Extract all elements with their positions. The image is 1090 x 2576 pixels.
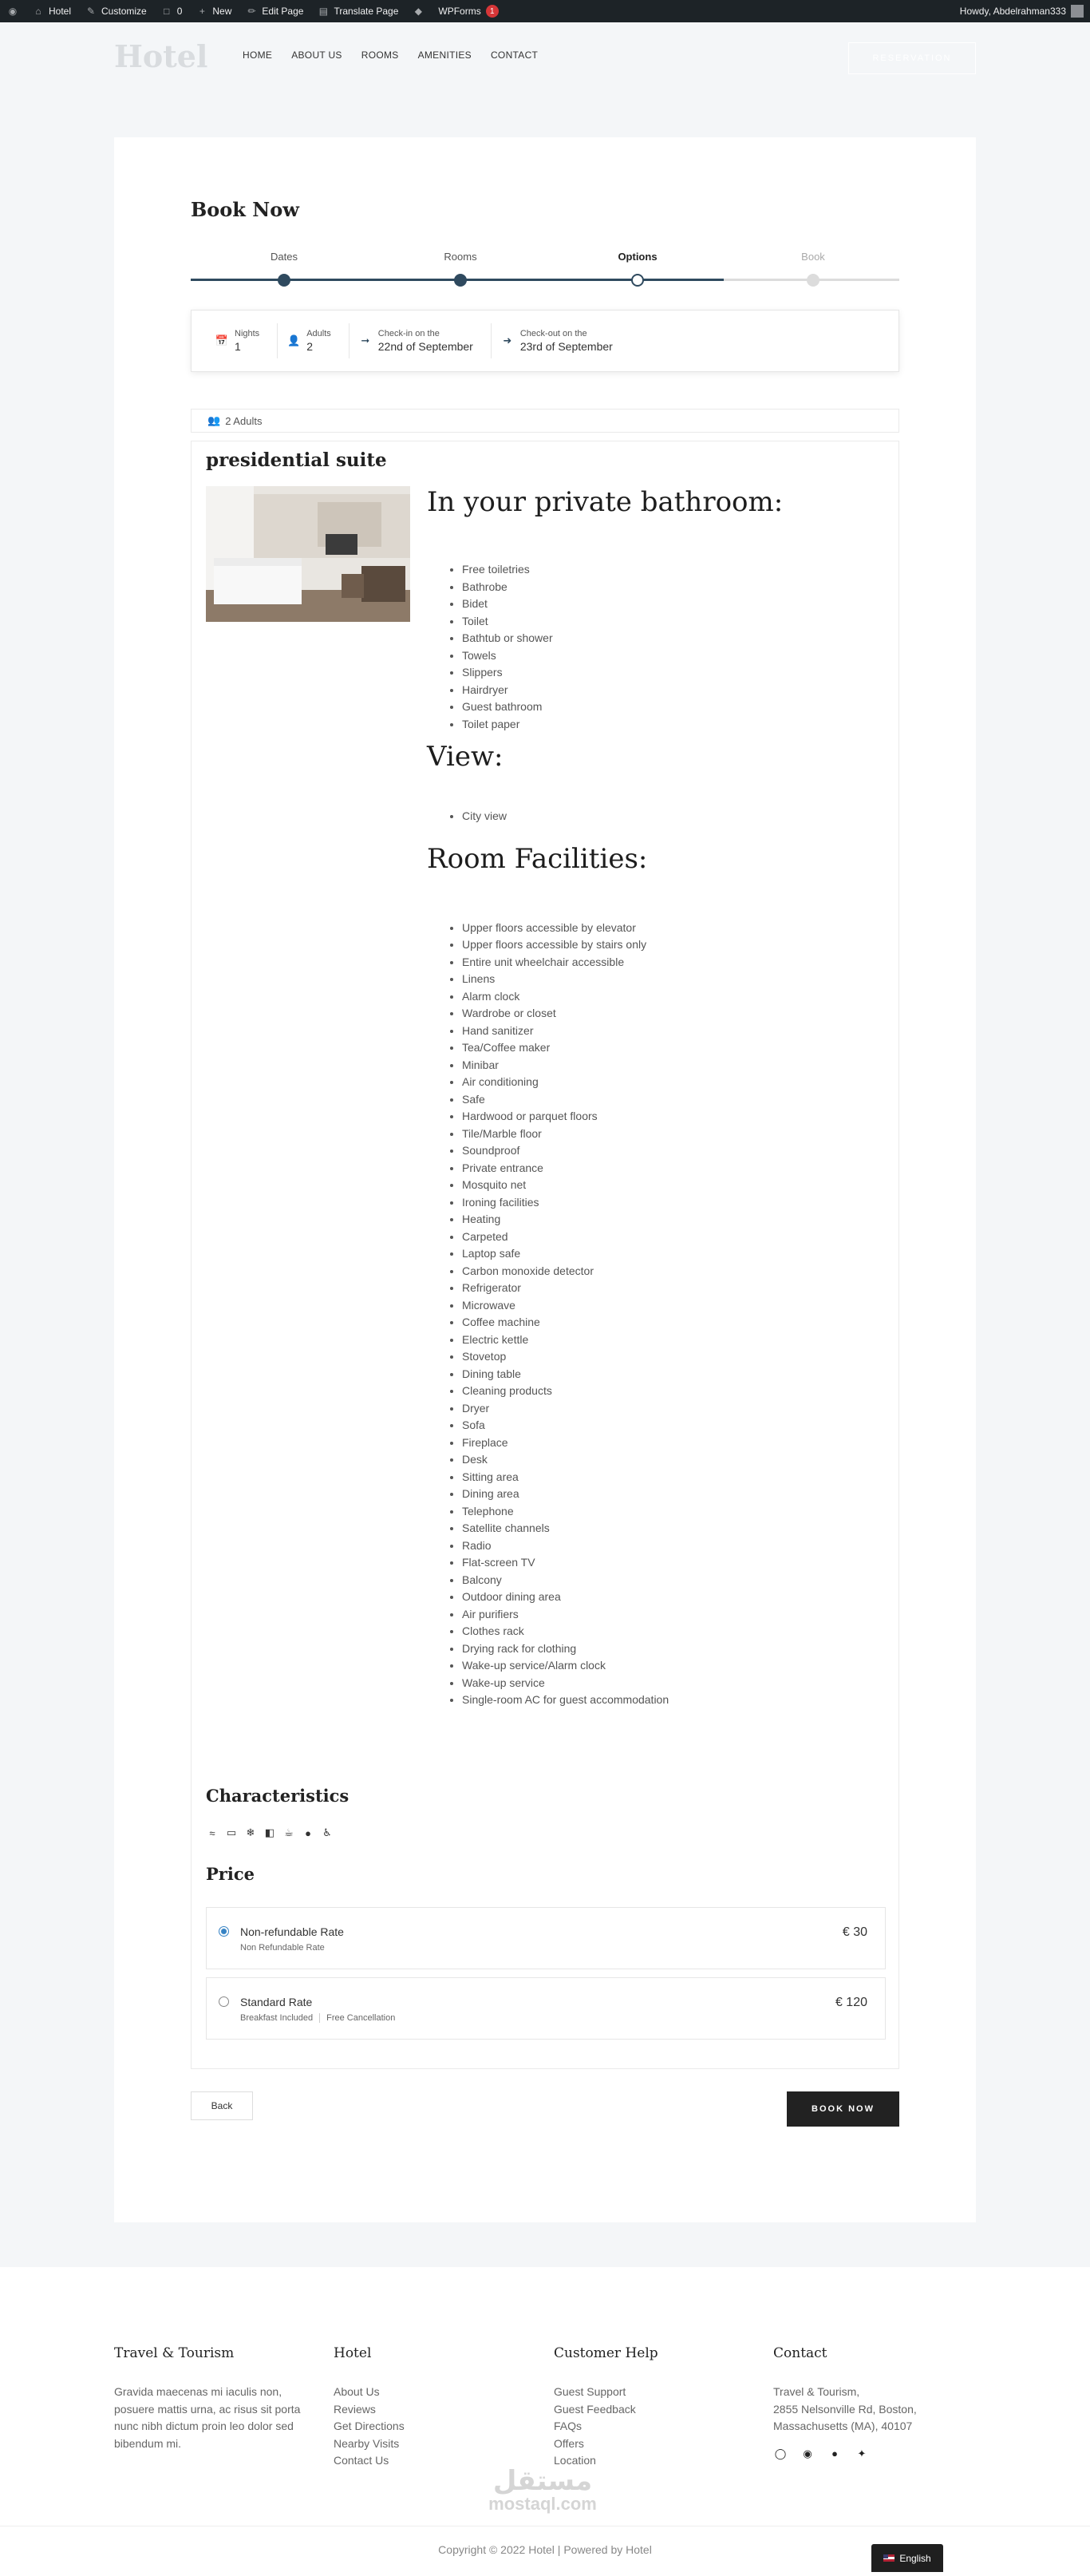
snowflake-icon: ❄ xyxy=(246,1826,255,1838)
facility-item: • Tea/Coffee maker xyxy=(462,1039,882,1057)
booking-card xyxy=(114,137,976,2222)
admin-bar xyxy=(0,0,1090,22)
footer-heading: Contact xyxy=(773,2345,827,2361)
translate-label: Translate Page xyxy=(334,6,399,17)
watermark-arabic: مستقل xyxy=(492,2466,593,2496)
nights-label: Nights xyxy=(235,329,260,338)
back-button[interactable]: Back xyxy=(191,2091,253,2120)
rate-option-standard[interactable] xyxy=(206,1977,886,2040)
twitter-icon[interactable]: ✦ xyxy=(857,2447,867,2459)
howdy-label: Howdy, Abdelrahman333 xyxy=(959,6,1066,17)
facility-item: • Safe xyxy=(462,1091,882,1109)
comments-link[interactable] xyxy=(154,0,190,22)
wifi-icon: ≈ xyxy=(209,1826,215,1839)
language-label: English xyxy=(899,2552,931,2564)
wordpress-icon: ◉ xyxy=(8,6,18,17)
wordpress-logo-button[interactable] xyxy=(0,0,26,22)
nights-value: 1 xyxy=(235,340,241,353)
diamond-icon: ◆ xyxy=(414,6,422,17)
step-rooms[interactable] xyxy=(413,251,508,265)
facility-item: • Carbon monoxide detector xyxy=(462,1263,882,1280)
adults-summary xyxy=(278,323,350,358)
wpforms-link[interactable] xyxy=(431,0,505,22)
checkin-label: Check-in on the xyxy=(377,329,440,338)
accessible-icon: ♿ xyxy=(322,1826,332,1838)
bathroom-item: • Hairdryer xyxy=(462,682,882,699)
facility-item: • Electric kettle xyxy=(462,1332,882,1349)
step-dates[interactable] xyxy=(236,251,332,265)
wpforms-badge: 1 xyxy=(486,5,499,18)
book-now-button[interactable]: BOOK NOW xyxy=(787,2091,899,2127)
contact-line: Massachusetts (MA), 40107 xyxy=(773,2420,913,2432)
step-dot xyxy=(454,274,467,287)
new-label: New xyxy=(212,6,232,17)
step-label: Rooms xyxy=(444,251,477,263)
site-header xyxy=(0,22,1090,91)
calendar-icon: 📅 xyxy=(215,334,229,346)
rate-radio[interactable] xyxy=(219,1926,229,1937)
facility-item: • Drying rack for clothing xyxy=(462,1640,882,1658)
booking-summary xyxy=(191,310,899,372)
footer-link-support[interactable]: Guest Support xyxy=(554,2385,626,2398)
facility-item: • Microwave xyxy=(462,1297,882,1315)
site-logo[interactable]: Hotel xyxy=(114,38,208,74)
facility-item: • Clothes rack xyxy=(462,1623,882,1640)
nights-summary xyxy=(206,323,278,358)
facility-item: • Laptop safe xyxy=(462,1245,882,1263)
rate-price: € 30 xyxy=(842,1925,867,1939)
sign-out-icon: ➜ xyxy=(503,334,512,346)
diamond-menu-button[interactable] xyxy=(405,0,431,22)
footer-link-directions[interactable]: Get Directions xyxy=(334,2420,405,2432)
view-item: • City view xyxy=(462,808,882,825)
main-nav xyxy=(243,49,538,61)
step-options[interactable] xyxy=(590,251,685,265)
account-menu[interactable] xyxy=(960,5,1090,18)
bathroom-item: • Guest bathroom xyxy=(462,698,882,716)
view-heading: View: xyxy=(427,741,504,773)
reservation-button[interactable]: RESERVATION xyxy=(848,42,976,74)
rate-name: Standard Rate xyxy=(240,1996,313,2008)
bathroom-section xyxy=(427,486,882,733)
facility-item: • Single-room AC for guest accommodation xyxy=(462,1692,882,1709)
room-description xyxy=(427,486,882,1709)
rate-name: Non-refundable Rate xyxy=(240,1925,344,1938)
facility-item: • Flat-screen TV xyxy=(462,1554,882,1572)
comments-count: 0 xyxy=(176,6,183,17)
footer-divider xyxy=(0,2526,1090,2527)
bath-icon: ◧ xyxy=(264,1826,275,1838)
plus-icon: + xyxy=(199,6,205,17)
facility-item: • Radio xyxy=(462,1537,882,1555)
copyright: Copyright © 2022 Hotel | Powered by Hotel xyxy=(438,2543,652,2556)
footer-link-reviews[interactable]: Reviews xyxy=(334,2402,376,2416)
bathroom-item: • Towels xyxy=(462,647,882,665)
person-icon: 👤 xyxy=(287,334,301,346)
footer-hotel xyxy=(334,2345,493,2470)
facility-item: • Air conditioning xyxy=(462,1074,882,1091)
watermark xyxy=(447,2465,638,2515)
facebook-icon[interactable]: ● xyxy=(831,2447,838,2459)
footer-customer-help xyxy=(554,2345,713,2470)
footer-link-about-us[interactable]: About Us xyxy=(334,2385,380,2398)
facilities-heading: Room Facilities: xyxy=(427,842,648,875)
bathroom-item: • Bathtub or shower xyxy=(462,630,882,647)
facility-item: • Mosquito net xyxy=(462,1177,882,1194)
home-icon: ⌂ xyxy=(35,6,41,17)
facility-item: • Refrigerator xyxy=(462,1280,882,1297)
facility-item: • Entire unit wheelchair accessible xyxy=(462,954,882,971)
facility-item: • Air purifiers xyxy=(462,1606,882,1624)
bathroom-item: • Toilet xyxy=(462,613,882,631)
bathroom-heading: In your private bathroom: xyxy=(427,486,784,518)
rate-radio[interactable] xyxy=(219,1996,229,2007)
customize-link[interactable] xyxy=(78,0,154,22)
page-title: Book Now xyxy=(191,198,299,221)
contact-line: Travel & Tourism, xyxy=(773,2385,860,2398)
brush-icon: ✎ xyxy=(86,6,96,17)
facility-item: • Carpeted xyxy=(462,1229,882,1246)
comment-icon: □ xyxy=(164,6,170,17)
facility-item: • Balcony xyxy=(462,1572,882,1589)
us-flag-icon xyxy=(883,2554,895,2562)
step-book xyxy=(765,251,861,265)
characteristics-title: Characteristics xyxy=(206,1786,350,1806)
footer-heading: Travel & Tourism xyxy=(114,2345,235,2361)
facility-item: • Dryer xyxy=(462,1400,882,1418)
detail-divider xyxy=(319,2013,320,2023)
language-switcher[interactable] xyxy=(871,2544,943,2572)
characteristics-icons xyxy=(206,1826,334,1839)
facilities-list xyxy=(427,920,882,1709)
occupancy-label: 2 Adults xyxy=(225,414,263,427)
price-title: Price xyxy=(206,1864,255,1884)
footer-link-faqs[interactable]: FAQs xyxy=(554,2420,583,2432)
tripadvisor-icon[interactable]: ◉ xyxy=(803,2447,812,2459)
facility-item: • Linens xyxy=(462,971,882,988)
edit-page-label: Edit Page xyxy=(262,6,304,17)
avatar xyxy=(1071,5,1084,18)
translate-icon: ▤ xyxy=(318,6,329,17)
wpforms-label: WPForms xyxy=(438,6,481,17)
checkout-label: Check-out on the xyxy=(519,329,587,338)
checkout-summary xyxy=(492,323,630,358)
facility-item: • Wake-up service/Alarm clock xyxy=(462,1657,882,1675)
users-icon: 👥 xyxy=(207,414,221,426)
bathroom-item: • Toilet paper xyxy=(462,716,882,734)
footer-link-nearby[interactable]: Nearby Visits xyxy=(334,2436,400,2450)
facility-item: • Wardrobe or closet xyxy=(462,1005,882,1023)
step-label: Book xyxy=(801,251,825,263)
facility-item: • Alarm clock xyxy=(462,988,882,1006)
step-dot xyxy=(631,274,644,287)
adults-label: Adults xyxy=(306,329,331,338)
site-footer xyxy=(0,2267,1090,2576)
facility-item: • Telephone xyxy=(462,1503,882,1521)
facility-item: • Upper floors accessible by elevator xyxy=(462,920,882,937)
facilities-section xyxy=(427,843,882,1709)
step-dot xyxy=(278,274,290,287)
step-label: Dates xyxy=(271,251,298,263)
facility-item: • Desk xyxy=(462,1451,882,1469)
facility-item: • Hardwood or parquet floors xyxy=(462,1108,882,1126)
pencil-icon: ✏ xyxy=(247,6,256,17)
rate-detail: Breakfast Included xyxy=(240,2013,314,2023)
customize-label: Customize xyxy=(101,6,147,17)
footer-contact xyxy=(773,2345,973,2461)
nav-item-contact[interactable]: CONTACT xyxy=(490,49,539,61)
bathroom-item: • Bidet xyxy=(462,596,882,613)
footer-about-text: Gravida maecenas mi iaculis non, posuere mattis urna, ac risus sit porta nunc nibh dictum proin leo dolor sed bibendum mi. xyxy=(114,2385,301,2450)
facility-item: • Soundproof xyxy=(462,1142,882,1160)
room-photo[interactable] xyxy=(206,486,410,622)
checkout-value: 23rd of September xyxy=(519,340,613,353)
nav-item-home[interactable]: HOME xyxy=(243,49,273,61)
facility-item: • Upper floors accessible by stairs only xyxy=(462,936,882,954)
facility-item: • Outdoor dining area xyxy=(462,1589,882,1606)
footer-link-location[interactable]: Location xyxy=(554,2454,596,2467)
nav-item-amenities[interactable]: AMENITIES xyxy=(417,49,472,61)
facility-item: • Satellite channels xyxy=(462,1520,882,1537)
instagram-icon[interactable]: ◯ xyxy=(774,2447,787,2459)
footer-link-feedback[interactable]: Guest Feedback xyxy=(554,2402,636,2416)
site-name-link[interactable] xyxy=(26,0,78,22)
facility-item: • Coffee machine xyxy=(462,1314,882,1332)
facility-item: • Private entrance xyxy=(462,1160,882,1177)
adults-value: 2 xyxy=(306,340,313,353)
rate-detail: Free Cancellation xyxy=(326,2013,396,2023)
footer-link-offers[interactable]: Offers xyxy=(554,2436,584,2450)
view-section xyxy=(427,741,882,825)
footer-link-contact[interactable]: Contact Us xyxy=(334,2454,389,2467)
room-occupancy-bar xyxy=(191,409,899,433)
bathroom-item: • Free toiletries xyxy=(462,561,882,579)
watermark-latin: mostaql.com xyxy=(488,2494,597,2514)
footer-about xyxy=(114,2345,306,2452)
rate-details xyxy=(240,2013,395,2023)
translate-page-link[interactable] xyxy=(310,0,405,22)
nav-item-rooms[interactable]: ROOMS xyxy=(361,49,399,61)
facility-item: • Cleaning products xyxy=(462,1383,882,1400)
footer-heading: Hotel xyxy=(334,2345,372,2361)
facility-item: • Dining table xyxy=(462,1366,882,1383)
facility-item: • Wake-up service xyxy=(462,1675,882,1692)
room-details xyxy=(191,441,899,2069)
step-dot xyxy=(807,274,819,287)
social-links xyxy=(773,2447,973,2461)
room-photo-illustration xyxy=(206,486,410,622)
tv-icon: ▭ xyxy=(226,1826,237,1838)
facility-item: • Dining area xyxy=(462,1486,882,1503)
rate-option-non-refundable[interactable] xyxy=(206,1907,886,1969)
view-list xyxy=(427,808,882,825)
coffee-icon: ☕ xyxy=(284,1826,294,1838)
facility-item: • Hand sanitizer xyxy=(462,1023,882,1040)
bathroom-item: • Slippers xyxy=(462,664,882,682)
facility-item: • Minibar xyxy=(462,1057,882,1074)
rate-price: € 120 xyxy=(835,1996,867,2009)
facility-item: • Heating xyxy=(462,1211,882,1229)
sign-in-icon: ➞ xyxy=(361,334,370,346)
facility-item: • Fireplace xyxy=(462,1434,882,1452)
edit-page-link[interactable] xyxy=(239,0,310,22)
checkin-summary xyxy=(350,323,492,358)
facility-item: • Ironing facilities xyxy=(462,1194,882,1212)
nav-item-about-us[interactable]: ABOUT US xyxy=(291,49,342,61)
facility-item: • Stovetop xyxy=(462,1348,882,1366)
facility-item: • Sofa xyxy=(462,1417,882,1434)
rate-details xyxy=(240,1943,325,1953)
room-name: presidential suite xyxy=(206,449,387,471)
checkin-value: 22nd of September xyxy=(377,340,473,353)
step-label: Options xyxy=(618,251,658,263)
pets-icon: ● xyxy=(305,1826,311,1839)
bathroom-list xyxy=(427,561,882,733)
facility-item: • Sitting area xyxy=(462,1469,882,1486)
new-link[interactable] xyxy=(189,0,239,22)
footer-heading: Customer Help xyxy=(554,2345,658,2361)
site-name-label: Hotel xyxy=(49,6,72,17)
booking-steps xyxy=(191,251,899,292)
rate-detail: Non Refundable Rate xyxy=(240,1943,325,1953)
facility-item: • Tile/Marble floor xyxy=(462,1126,882,1143)
bathroom-item: • Bathrobe xyxy=(462,579,882,596)
contact-line: 2855 Nelsonville Rd, Boston, xyxy=(773,2402,917,2416)
